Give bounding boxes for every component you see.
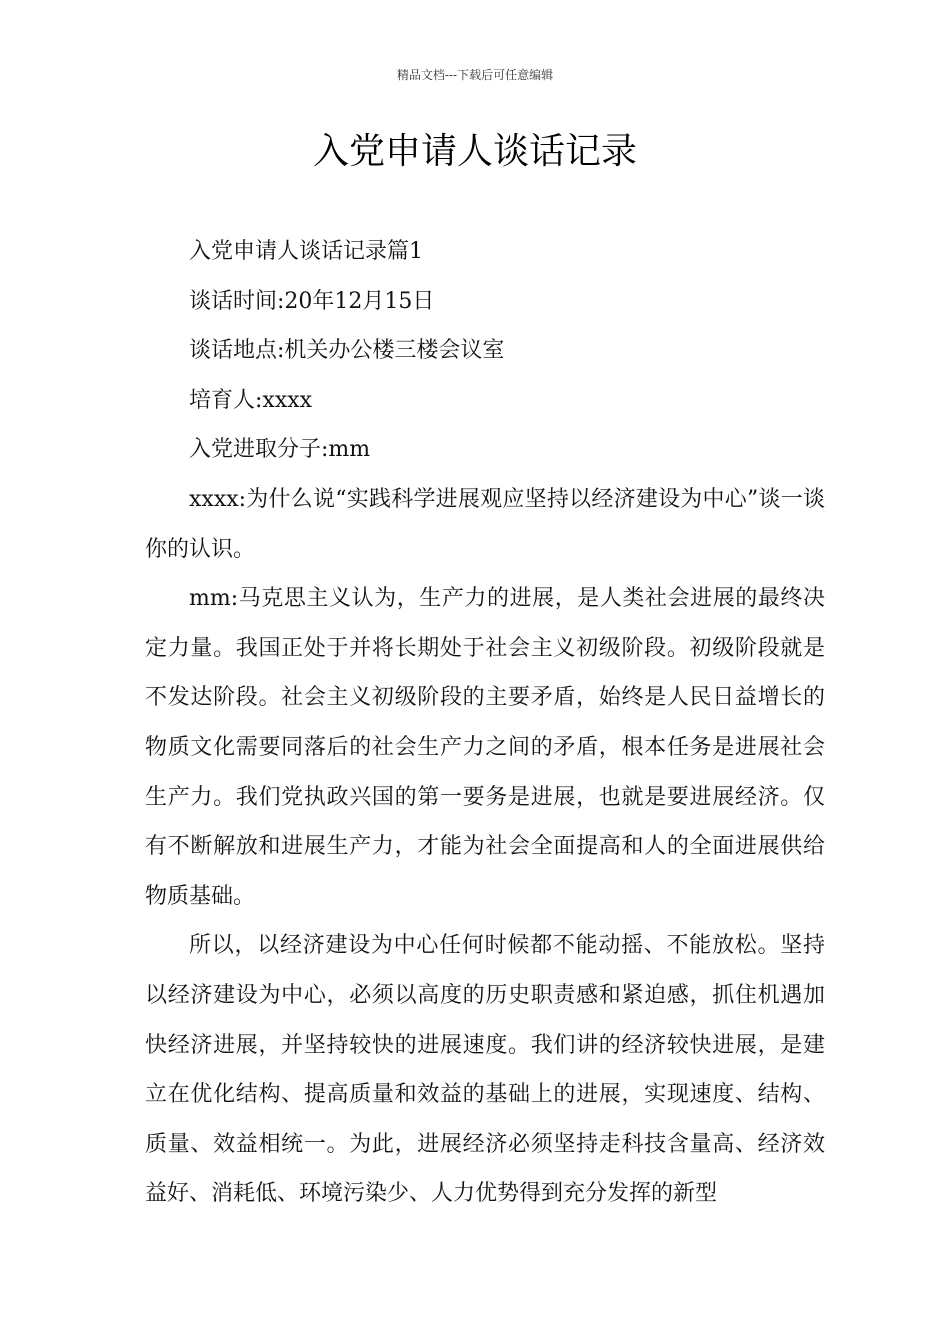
paragraph-question: xxxx:为什么说“实践科学进展观应坚持以经济建设为中心”谈一谈你的认识。 [145,486,825,562]
paragraph-mentor: 培育人:xxxx [189,387,313,413]
paragraph-talk-time: 谈话时间:20年12月15日 [189,288,435,314]
paragraph-answer: mm:马克思主义认为，生产力的进展，是人类社会进展的最终决定力量。我国正处于并将长期处于社会主义初级阶段。初级阶段就是不发达阶段。社会主义初级阶段的主要矛盾，始终是人民日益增长的物质文化需要同落后的社会生产力之间的矛盾，根本任务是进展社会生产力。我们党执政兴国的第一要务是进展，也就是要进展经济。仅有不断解放和进展生产力，才能为社会全面提高和人的全面进展供给物质基础。 [145,586,825,909]
document-body [145,227,825,1219]
paragraph-conclusion: 所以，以经济建设为中心任何时候都不能动摇、不能放松。坚持以经济建设为中心，必须以高度的历史职责感和紧迫感，抓住机遇加快经济进展，并坚持较快的进展速度。我们讲的经济较快进展，是建立在优化结构、提高质量和效益的基础上的进展，实现速度、结构、质量、效益相统一。为此，进展经济必须坚持走科技含量高、经济效益好、消耗低、环境污染少、人力优势得到充分发挥的新型 [145,933,825,1207]
header-note: 精品文档---下载后可任意编辑 [396,68,554,82]
paragraph-activist: 入党进取分子:mm [189,437,371,463]
paragraph-section-heading: 入党申请人谈话记录篇1 [189,239,423,264]
document-title: 入党申请人谈话记录 [312,131,637,172]
paragraph-talk-location: 谈话地点:机关办公楼三楼会议室 [189,338,505,364]
